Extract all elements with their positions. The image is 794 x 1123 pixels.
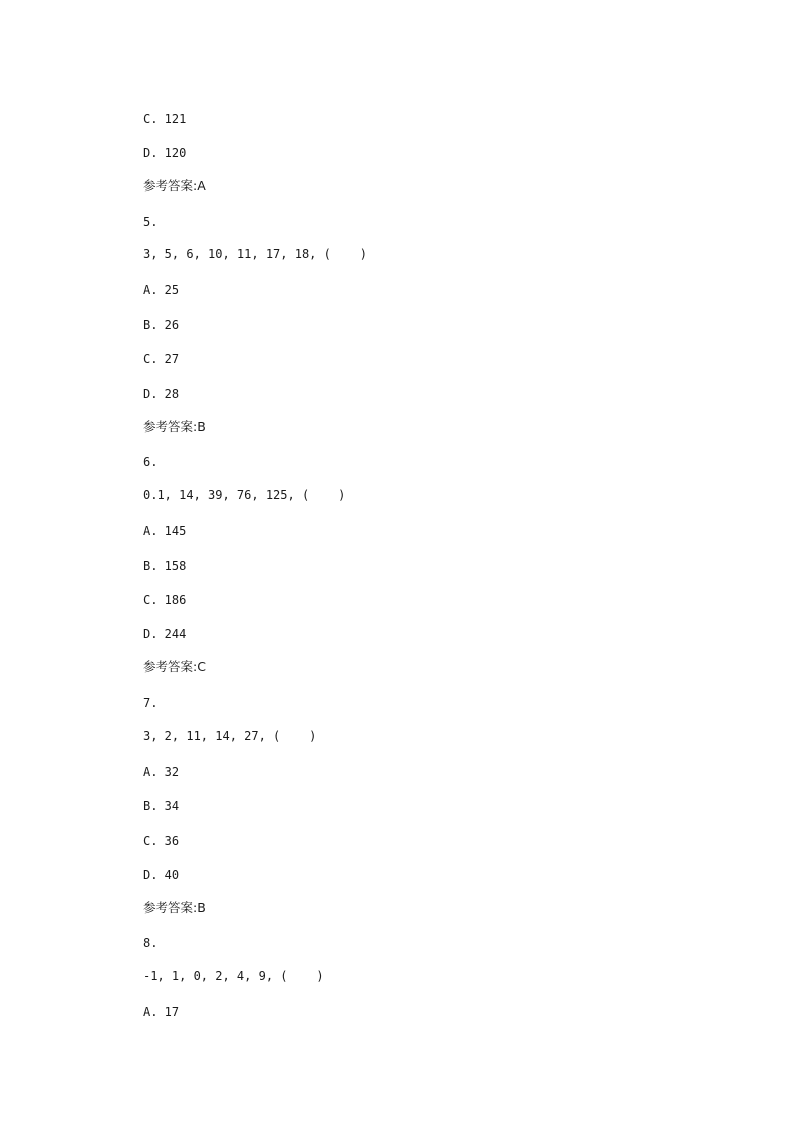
option-c-6: C. 186 [143,593,187,607]
question-number-8: 8. [143,936,158,950]
option-d-prev: D. 120 [143,146,187,160]
option-b-6: B. 158 [143,559,187,573]
answer-key-5: 参考答案:B [143,419,206,434]
answer-key: 参考答案:A [143,178,206,193]
question-sequence-5: 3, 5, 6, 10, 11, 17, 18, ( ) [143,247,367,261]
option-d-5: D. 28 [143,387,180,401]
answer-key-7: 参考答案:B [143,900,206,915]
question-number-6: 6. [143,455,158,469]
question-sequence-8: -1, 1, 0, 2, 4, 9, ( ) [143,969,324,983]
question-sequence-7: 3, 2, 11, 14, 27, ( ) [143,729,317,743]
option-c-prev: C. 121 [143,112,187,126]
option-c-7: C. 36 [143,834,180,848]
option-a-5: A. 25 [143,283,180,297]
option-d-7: D. 40 [143,868,180,882]
option-a-7: A. 32 [143,765,180,779]
question-number-5: 5. [143,215,158,229]
option-a-8: A. 17 [143,1005,180,1019]
option-b-5: B. 26 [143,318,180,332]
option-b-7: B. 34 [143,799,180,813]
option-c-5: C. 27 [143,352,180,366]
question-sequence-6: 0.1, 14, 39, 76, 125, ( ) [143,488,346,502]
option-a-6: A. 145 [143,524,187,538]
answer-key-6: 参考答案:C [143,659,206,674]
option-d-6: D. 244 [143,627,187,641]
question-number-7: 7. [143,696,158,710]
